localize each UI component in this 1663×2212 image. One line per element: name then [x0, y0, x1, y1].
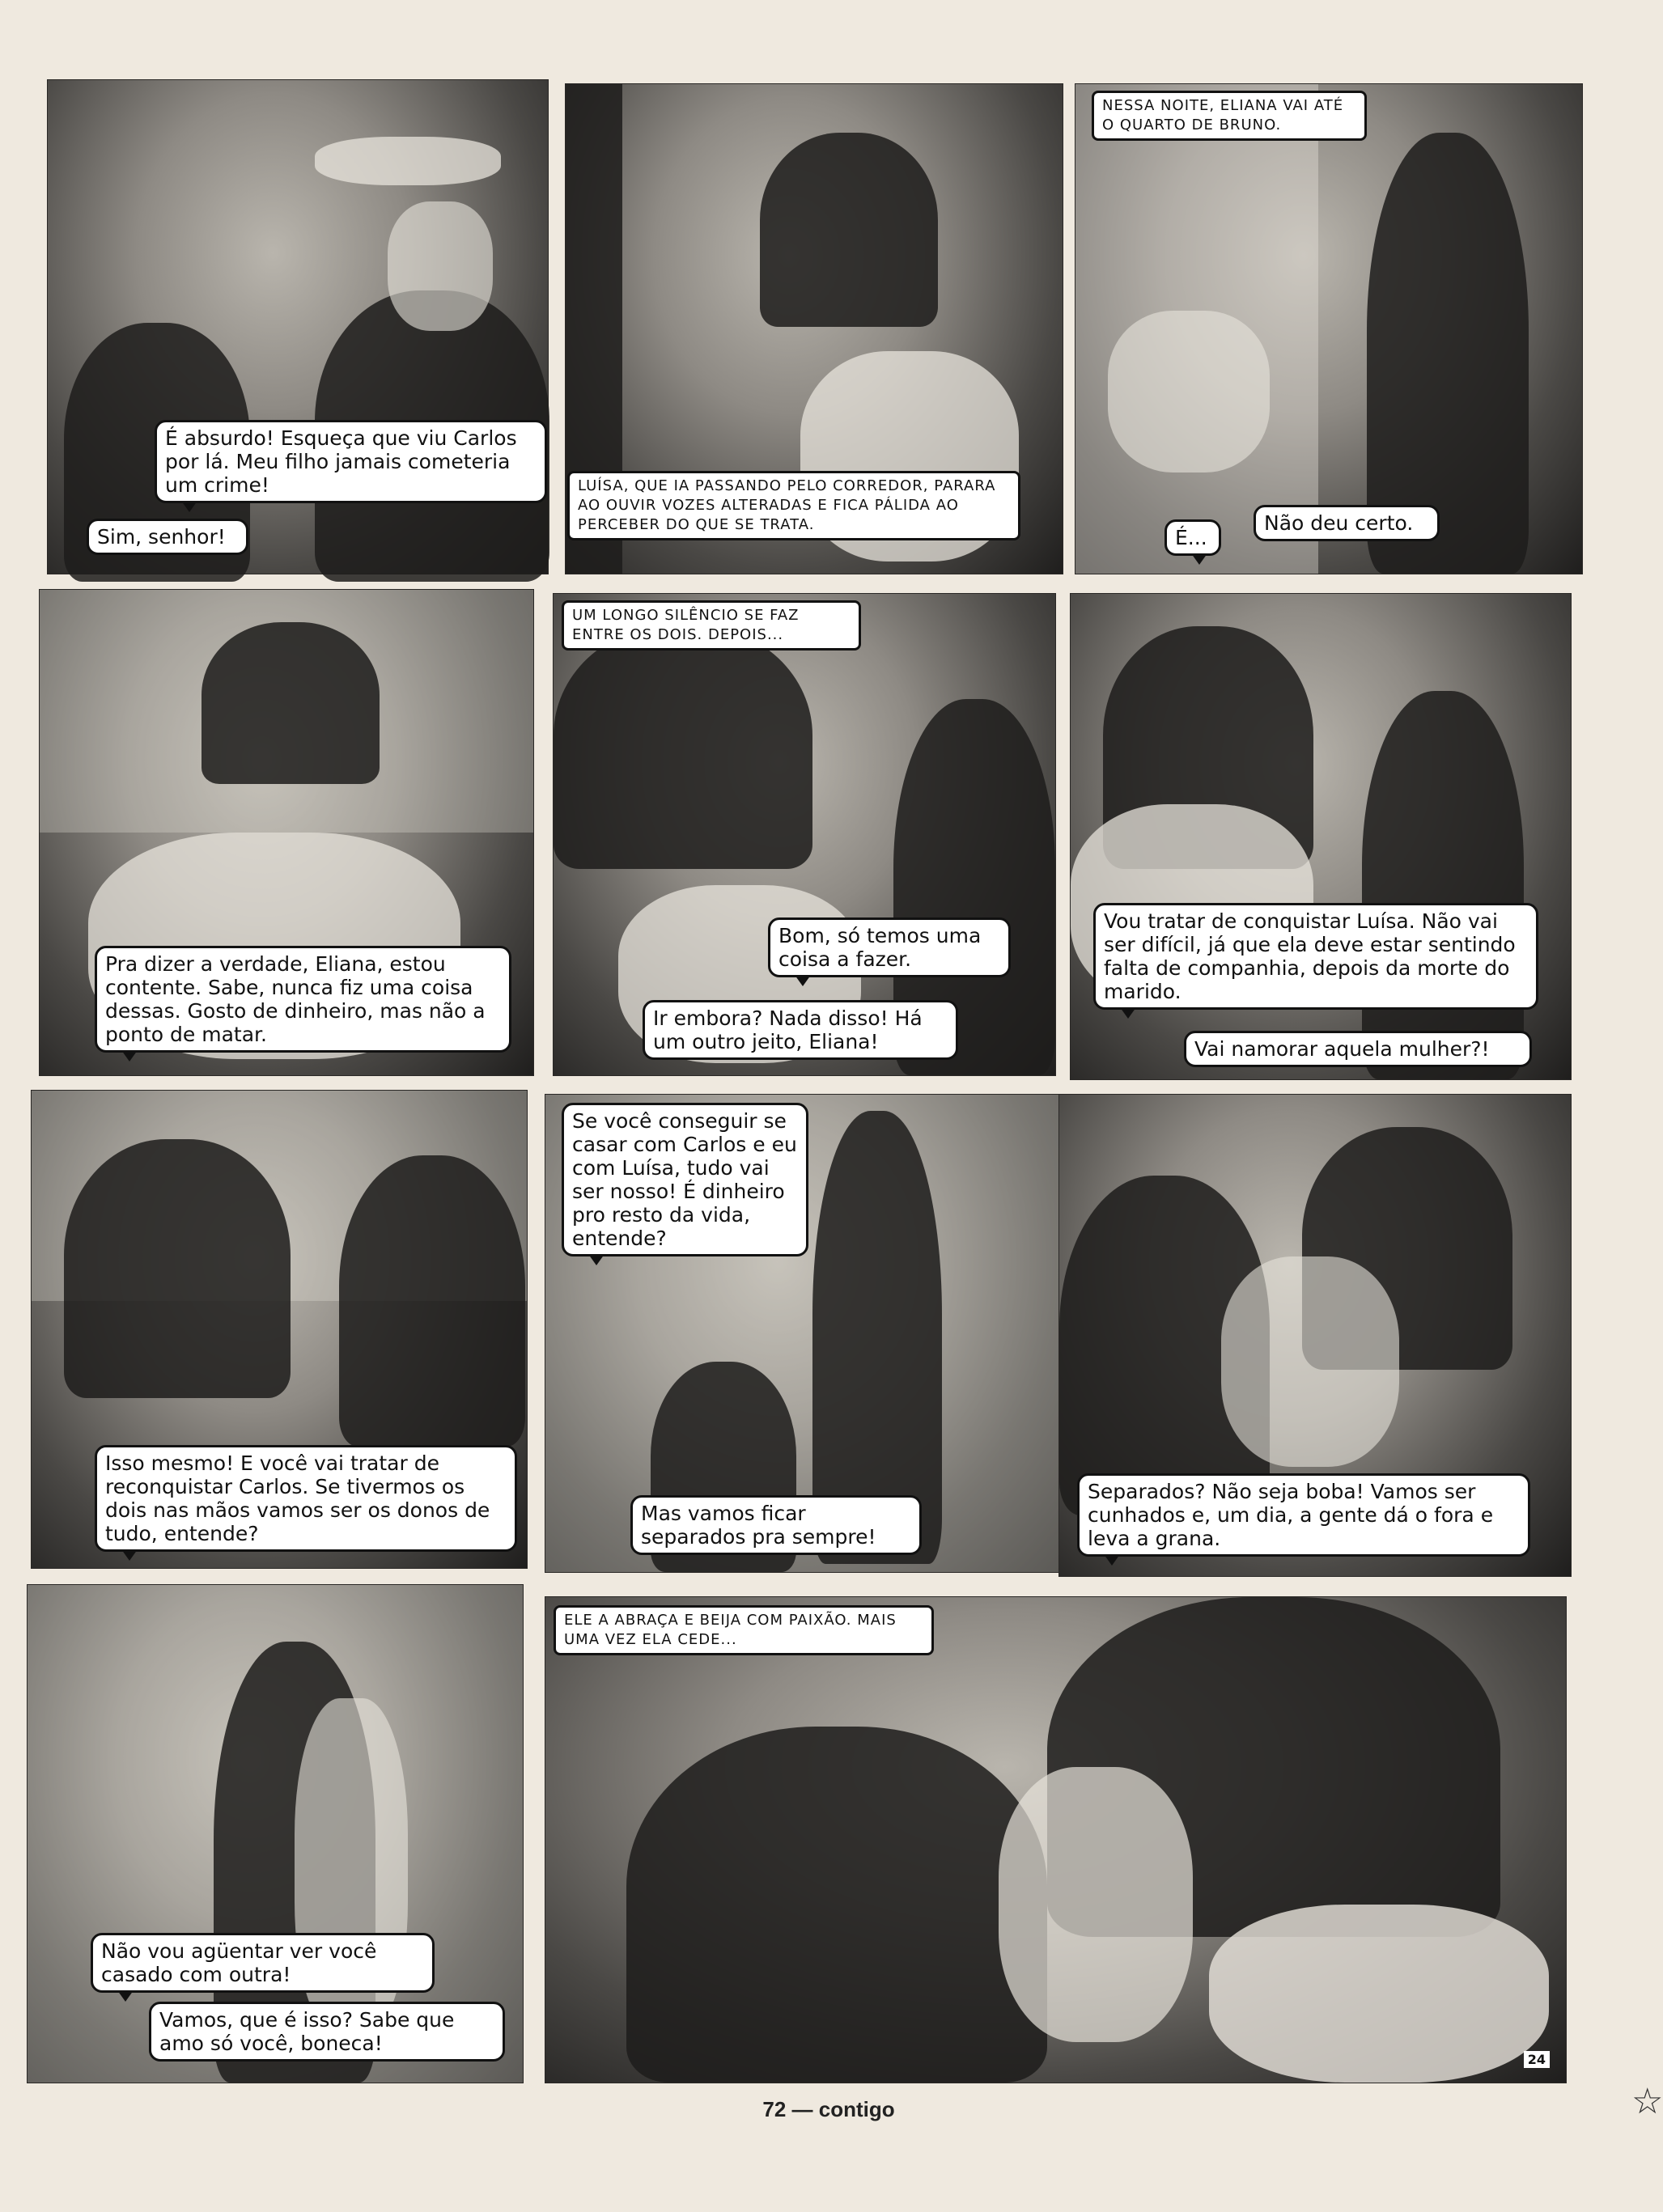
caption-box: UM LONGO SILÊNCIO SE FAZ ENTRE OS DOIS. DEPOIS...	[562, 600, 861, 650]
speech-bubble: Sim, senhor!	[87, 519, 248, 555]
panel-6	[1070, 593, 1572, 1080]
speech-bubble: Se você conseguir se casar com Carlos e eu com Luísa, tudo vai ser nosso! É dinheiro pro resto da vida, entende?	[562, 1103, 808, 1256]
speech-bubble: Ir embora? Nada disso! Há um outro jeito, Eliana!	[643, 1000, 958, 1060]
speech-bubble: Não deu certo.	[1254, 505, 1440, 541]
speech-bubble: É absurdo! Esqueça que viu Carlos por lá. Meu filho jamais cometeria um crime!	[155, 420, 547, 503]
speech-bubble: Vamos, que é isso? Sabe que amo só você, boneca!	[149, 2002, 505, 2062]
caption-box: LUÍSA, QUE IA PASSANDO PELO CORREDOR, PARARA AO OUVIR VOZES ALTERADAS E FICA PÁLIDA AO PERCEBER DO QUE SE TRATA.	[567, 471, 1020, 540]
caption-box: NESSA NOITE, ELIANA VAI ATÉ O QUARTO DE BRUNO.	[1092, 91, 1367, 141]
panel-3	[1075, 83, 1583, 574]
speech-bubble: Vou tratar de conquistar Luísa. Não vai ser difícil, já que ela deve estar sentindo falta de companhia, depois da morte do marido.	[1093, 903, 1538, 1010]
panel-9	[1058, 1094, 1572, 1577]
panel-10	[27, 1584, 524, 2083]
star-icon: ☆	[1631, 2081, 1663, 2122]
page-footer: 72 — contigo	[762, 2097, 895, 2121]
speech-bubble: Isso mesmo! E você vai tratar de reconquistar Carlos. Se tivermos os dois nas mãos vamos ser os donos de tudo, entende?	[95, 1445, 517, 1552]
speech-bubble: É...	[1165, 519, 1221, 556]
panel-8	[545, 1094, 1063, 1573]
caption-box: ELE A ABRAÇA E BEIJA COM PAIXÃO. MAIS UMA VEZ ELA CEDE...	[554, 1605, 934, 1655]
panel-5	[553, 593, 1056, 1076]
speech-bubble: Pra dizer a verdade, Eliana, estou contente. Sabe, nunca fiz uma coisa dessas. Gosto de dinheiro, mas não a ponto de matar.	[95, 946, 511, 1053]
speech-bubble: Mas vamos ficar separados pra sempre!	[630, 1495, 922, 1555]
panel-2	[565, 83, 1063, 574]
speech-bubble: Separados? Não seja boba! Vamos ser cunhados e, um dia, a gente dá o fora e leva a grana.	[1077, 1473, 1530, 1557]
panel-4	[39, 589, 534, 1076]
panel-1	[47, 79, 549, 574]
panel-11	[545, 1596, 1567, 2083]
speech-bubble: Vai namorar aquela mulher?!	[1184, 1031, 1532, 1067]
speech-bubble: Não vou agüentar ver você casado com outra!	[91, 1933, 435, 1993]
speech-bubble: Bom, só temos uma coisa a fazer.	[768, 917, 1011, 977]
panel-7	[31, 1090, 528, 1569]
page-number: 24	[1524, 2051, 1550, 2068]
